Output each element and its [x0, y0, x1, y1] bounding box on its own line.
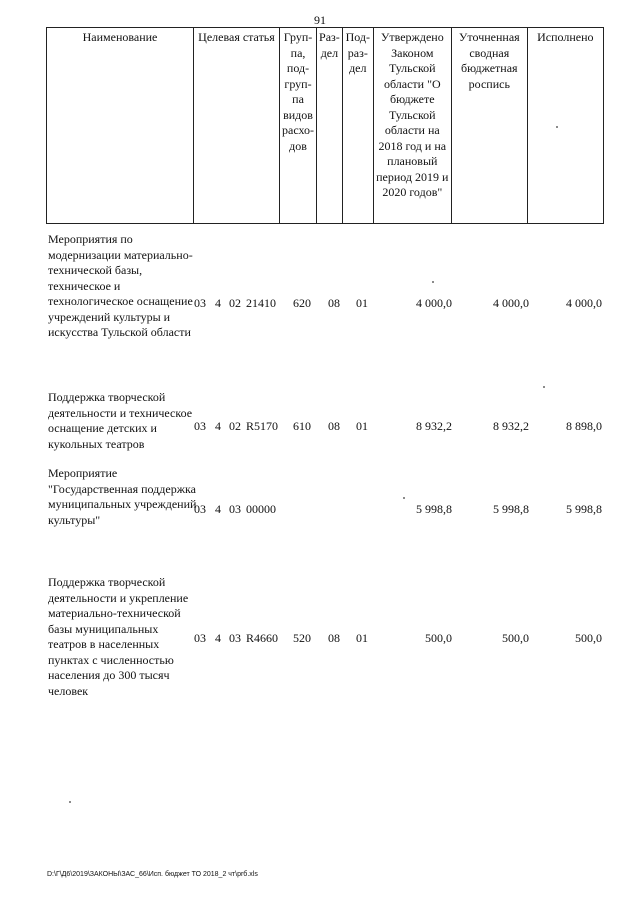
approved-value: 4 000,0 — [416, 296, 452, 310]
refined-value: 500,0 — [502, 631, 529, 645]
row-name: Мероприятия по модернизации материально-технической базы, техническое и технологическое оснащение учреждений культуры и искусства Тульской области — [48, 232, 193, 339]
code-subprogram: 4 — [215, 296, 221, 310]
header-target: Целевая статья — [194, 28, 280, 224]
code-subprogram: 4 — [215, 631, 221, 645]
subsection-code: 01 — [356, 419, 368, 433]
code-direction: R5170 — [246, 419, 279, 433]
executed-value: 8 898,0 — [566, 419, 602, 433]
footer-file-path: D:\Г\Д6\2019\ЗАКОНЫ\ЗАС_66\Исп. бюджет ТО 2018_2 чт\рrб.xls — [47, 871, 258, 878]
refined-value: 5 998,8 — [493, 502, 529, 516]
header-subsection: Под- раз- дел — [342, 28, 373, 224]
refined-value: 4 000,0 — [493, 296, 529, 310]
code-program: 03 — [194, 631, 206, 645]
header-executed: Исполнено — [527, 28, 603, 224]
header-section: Раз- дел — [317, 28, 343, 224]
code-event: 02 — [229, 419, 241, 433]
header-approved: Утверждено Законом Тульской области "О бюджете Тульской области на 2018 год и на плановый период 2019 и 2020 годов" — [373, 28, 451, 224]
approved-value: 5 998,8 — [416, 502, 452, 516]
group-code: 620 — [293, 296, 311, 310]
code-program: 03 — [194, 502, 206, 516]
approved-value: 8 932,2 — [416, 419, 452, 433]
code-direction: 21410 — [246, 296, 276, 310]
section-code: 08 — [328, 631, 340, 645]
approved-value: 500,0 — [425, 631, 452, 645]
table-header — [46, 27, 604, 224]
subsection-code: 01 — [356, 631, 368, 645]
code-subprogram: 4 — [215, 502, 221, 516]
scan-speck — [69, 801, 71, 803]
group-code: 610 — [293, 419, 311, 433]
code-event: 02 — [229, 296, 241, 310]
code-program: 03 — [194, 296, 206, 310]
subsection-code: 01 — [356, 296, 368, 310]
section-code: 08 — [328, 296, 340, 310]
row-name: Мероприятие "Государственная поддержка муниципальных учреждений культуры" — [48, 466, 197, 527]
refined-value: 8 932,2 — [493, 419, 529, 433]
scan-speck — [556, 126, 558, 128]
scan-speck — [543, 386, 545, 388]
code-event: 03 — [229, 502, 241, 516]
group-code: 520 — [293, 631, 311, 645]
code-subprogram: 4 — [215, 419, 221, 433]
row-name: Поддержка творческой деятельности и укрепление материально-технической базы муниципальных театров в населенных пунктах с численностью населения до 300 тысяч человек — [48, 575, 189, 698]
header-refined: Уточненная сводная бюджетная роспись — [451, 28, 527, 224]
executed-value: 4 000,0 — [566, 296, 602, 310]
executed-value: 500,0 — [575, 631, 602, 645]
code-direction: R4660 — [246, 631, 279, 645]
header-group: Груп- па, под- груп- па видов расхо- дов — [280, 28, 317, 224]
code-program: 03 — [194, 419, 206, 433]
header-name: Наименование — [47, 28, 194, 224]
code-event: 03 — [229, 631, 241, 645]
scan-speck — [403, 497, 405, 499]
code-direction: 00000 — [246, 502, 276, 516]
scan-speck — [432, 281, 434, 283]
row-name: Поддержка творческой деятельности и техническое оснащение детских и кукольных театров — [48, 390, 193, 451]
section-code: 08 — [328, 419, 340, 433]
page-number: 91 — [314, 13, 326, 27]
executed-value: 5 998,8 — [566, 502, 602, 516]
